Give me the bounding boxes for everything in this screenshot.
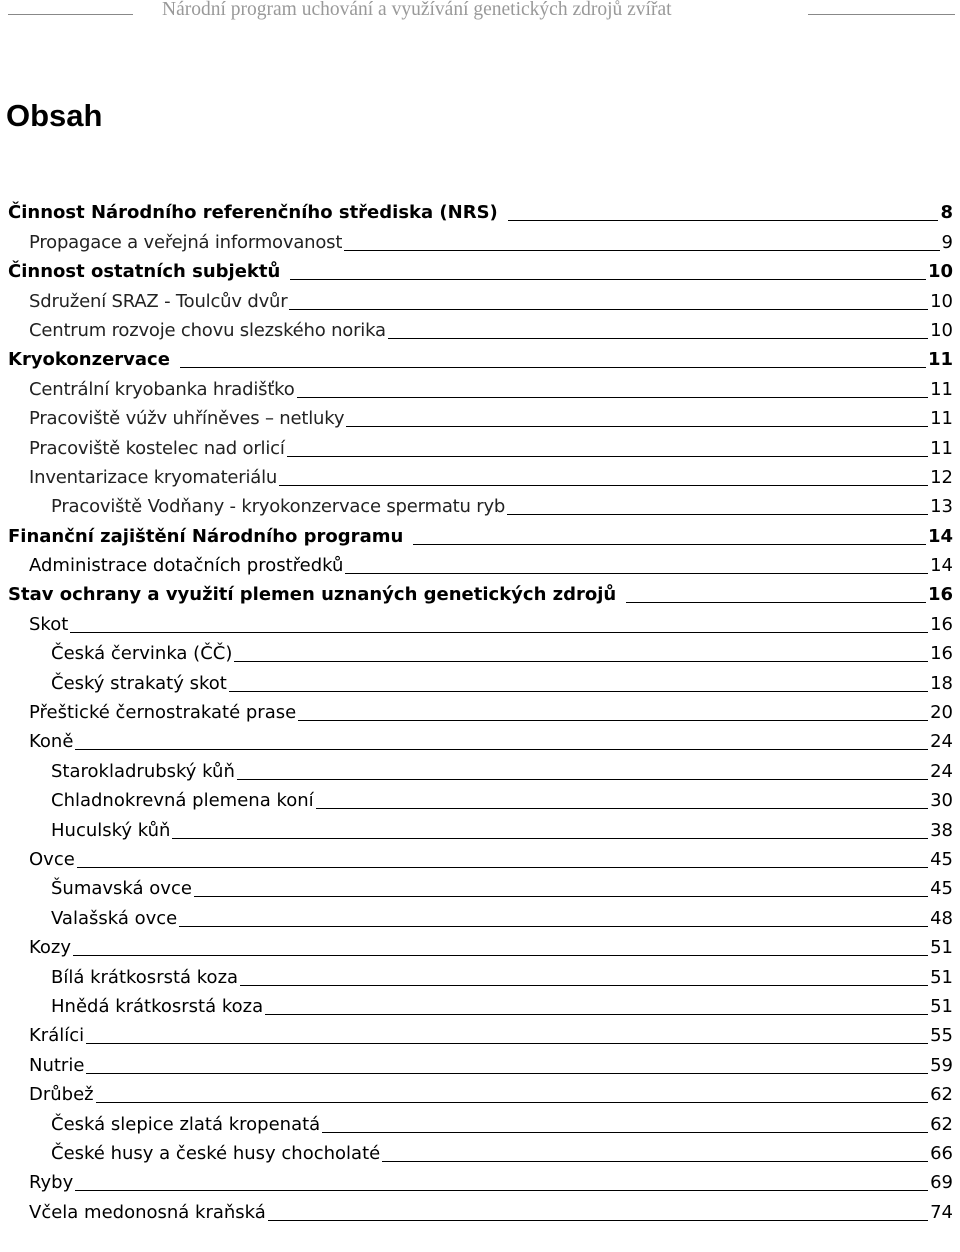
toc-entry[interactable] [0,931,960,960]
toc-entry[interactable] [0,1048,960,1077]
toc-entry-label: Šumavská ovce [51,878,192,900]
toc-entry-label: Ovce [29,848,75,870]
toc-entry[interactable] [0,255,960,284]
toc-entry-page: 51 [930,995,953,1017]
toc-entry[interactable] [0,725,960,754]
toc-entry-label: Propagace a veřejná informovanost [29,231,343,253]
toc-entry-label: Kryokonzervace [8,349,170,371]
toc-entry-page: 10 [930,290,953,312]
header-title: Národní program uchování a využívání genetických zdrojů zvířat [162,0,672,20]
toc-entry-label: Drůbež [29,1084,94,1106]
toc-entry-label: Administrace dotačních prostředků [29,555,344,577]
toc-entry-page: 14 [930,555,953,577]
toc-entry[interactable] [0,225,960,254]
toc-leader-line [70,632,928,633]
toc-leader-line [316,808,928,809]
toc-entry[interactable] [0,490,960,519]
toc-entry[interactable] [0,843,960,872]
toc-leader-line [289,309,928,310]
toc-heading: Obsah [6,98,103,133]
toc-leader-line [86,1043,928,1044]
toc-entry[interactable] [0,314,960,343]
toc-entry-page: 11 [930,437,953,459]
toc-entry-label: Činnost Národního referenčního střediska (NRS) [8,202,498,224]
toc-entry-page: 51 [930,966,953,988]
toc-entry[interactable] [0,402,960,431]
toc-entry[interactable] [0,196,960,225]
toc-entry-label: Inventarizace kryomateriálu [29,466,278,488]
toc-entry-page: 45 [930,878,953,900]
toc-leader-line [265,1014,928,1015]
toc-entry-label: Česká slepice zlatá kropenatá [51,1113,321,1135]
toc-entry-page: 14 [927,525,953,547]
toc-entry-page: 11 [930,408,953,430]
toc-entry[interactable] [0,1195,960,1224]
toc-entry-page: 62 [930,1084,953,1106]
toc-entry-page: 12 [930,466,953,488]
toc-entry-label: Starokladrubský kůň [51,760,235,782]
toc-entry[interactable] [0,784,960,813]
toc-entry-page: 16 [927,584,953,606]
toc-entry-label: Centrum rozvoje chovu slezského norika [29,319,386,341]
toc-entry-label: Koně [29,731,74,753]
toc-entry-page: 45 [930,848,953,870]
toc-entry-label: Ryby [29,1172,74,1194]
toc-leader-line [86,1073,928,1074]
toc-leader-line [346,426,928,427]
toc-leader-line [240,985,928,986]
toc-entry-label: Huculský kůň [51,819,171,841]
toc-entry[interactable] [0,372,960,401]
toc-entry[interactable] [0,990,960,1019]
toc-entry-page: 18 [930,672,953,694]
toc-leader-line [180,367,926,368]
toc-entry-label: Valašská ovce [51,907,178,929]
toc-entry-page: 59 [930,1054,953,1076]
toc-entry-page: 24 [930,731,953,753]
toc-leader-line [626,602,926,603]
toc-entry-label: Hnědá krátkosrstá koza [51,995,264,1017]
toc-leader-line [268,1220,928,1221]
toc-entry-page: 55 [930,1025,953,1047]
toc-entry[interactable] [0,284,960,313]
toc-leader-line [290,279,926,280]
toc-leader-line [234,661,928,662]
toc-entry-page: 74 [930,1201,953,1223]
toc-entry-label: Včela medonosná kraňská [29,1201,266,1223]
toc-entry[interactable] [0,872,960,901]
header-rule-right [808,14,955,15]
toc-entry-page: 38 [930,819,953,841]
toc-leader-line [382,1161,928,1162]
toc-leader-line [77,867,928,868]
toc-entry[interactable] [0,1078,960,1107]
toc-leader-line [322,1132,928,1133]
toc-leader-line [297,397,929,398]
toc-entry[interactable] [0,1137,960,1166]
toc-entry-page: 48 [930,907,953,929]
toc-entry-label: Skot [29,613,69,635]
toc-entry-label: Stav ochrany a využití plemen uznaných genetických zdrojů [8,584,617,606]
toc-entry[interactable] [0,607,960,636]
toc-entry[interactable] [0,1019,960,1048]
toc-entry[interactable] [0,1107,960,1136]
toc-leader-line [279,485,928,486]
toc-entry-label: Centrální kryobanka hradišťko [29,378,295,400]
toc-entry-label: Pracoviště Vodňany - kryokonzervace spermatu ryb [51,496,506,518]
toc-entry-page: 13 [930,496,953,518]
toc-leader-line [172,838,928,839]
toc-entry[interactable] [0,666,960,695]
toc-entry-page: 8 [940,202,953,224]
toc-entry[interactable] [0,637,960,666]
toc-leader-line [345,573,928,574]
toc-entry-label: Přeštické černostrakaté prase [29,702,297,724]
toc-leader-line [229,691,928,692]
toc-entry-page: 20 [930,702,953,724]
toc-entry[interactable] [0,461,960,490]
toc-entry[interactable] [0,696,960,725]
toc-entry-page: 69 [930,1172,953,1194]
toc-leader-line [413,544,926,545]
toc-entry[interactable] [0,431,960,460]
toc-entry[interactable] [0,1166,960,1195]
toc-entry-page: 30 [930,790,953,812]
toc-leader-line [344,250,939,251]
toc-entry-label: Nutrie [29,1054,85,1076]
toc-entry-label: Finanční zajištění Národního programu [8,525,404,547]
toc-leader-line [507,514,928,515]
toc-leader-line [508,220,939,221]
toc-leader-line [96,1102,928,1103]
toc-entry[interactable] [0,813,960,842]
toc-entry-page: 16 [930,643,953,665]
toc-entry-page: 9 [941,231,953,253]
toc-entry[interactable] [0,960,960,989]
toc-entry-label: Chladnokrevná plemena koní [51,790,314,812]
toc-entry-page: 11 [927,349,953,371]
toc-entry-label: Pracoviště kostelec nad orlicí [29,437,285,459]
toc-entry-label: Činnost ostatních subjektů [8,261,281,283]
toc-entry-page: 10 [927,261,953,283]
table-of-contents [0,196,960,1225]
toc-entry-label: Pracoviště vúžv uhříněves – netluky [29,408,345,430]
toc-leader-line [75,749,928,750]
toc-entry-page: 62 [930,1113,953,1135]
toc-leader-line [287,456,928,457]
toc-entry[interactable] [0,549,960,578]
toc-entry-label: Česká červinka (ČČ) [51,643,233,665]
toc-leader-line [73,955,928,956]
toc-entry-page: 66 [930,1142,953,1164]
toc-leader-line [388,338,928,339]
toc-entry-label: Králíci [29,1025,85,1047]
toc-entry-page: 16 [930,613,953,635]
toc-leader-line [194,896,928,897]
toc-entry[interactable] [0,519,960,548]
toc-leader-line [298,720,928,721]
toc-entry-label: Bílá krátkosrstá koza [51,966,239,988]
toc-entry-page: 51 [930,937,953,959]
toc-entry[interactable] [0,901,960,930]
header-rule-left [8,14,133,15]
toc-entry-label: Český strakatý skot [51,672,227,694]
toc-entry-label: České husy a české husy chocholaté [51,1142,381,1164]
toc-entry-label: Kozy [29,937,72,959]
toc-leader-line [237,779,928,780]
running-header [0,0,960,26]
toc-leader-line [75,1190,928,1191]
toc-entry[interactable] [0,343,960,372]
toc-entry-page: 11 [930,378,953,400]
toc-entry-page: 10 [930,319,953,341]
toc-entry[interactable] [0,754,960,783]
toc-leader-line [179,926,928,927]
toc-entry-label: Sdružení SRAZ - Toulcův dvůr [29,290,288,312]
toc-entry-page: 24 [930,760,953,782]
toc-entry[interactable] [0,578,960,607]
